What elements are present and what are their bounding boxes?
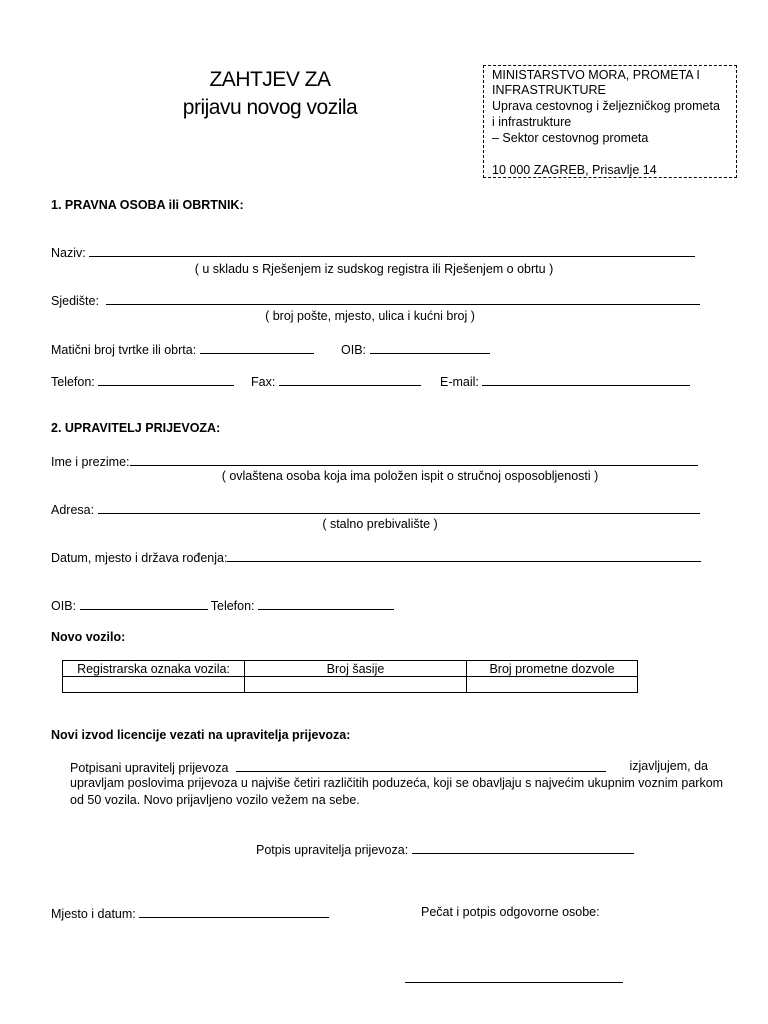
- license-heading: Novi izvod licencije vezati na upravitelja prijevoza:: [51, 728, 351, 742]
- ime-field[interactable]: [130, 453, 698, 466]
- adresa-field[interactable]: [98, 501, 700, 514]
- mjesto-datum-label: Mjesto i datum:: [51, 907, 136, 921]
- upravitelj-signature-row: [256, 841, 634, 857]
- maticni-row: [51, 341, 314, 357]
- maticni-field[interactable]: [200, 341, 314, 354]
- adresa-row: [51, 501, 700, 517]
- naziv-row: [51, 244, 695, 260]
- pecat-signature-field[interactable]: [405, 970, 623, 983]
- address-infrastruktura-line: i infrastrukture: [492, 115, 572, 129]
- upravitelj-name-field[interactable]: [236, 759, 606, 772]
- email-row: [440, 373, 690, 389]
- email-label: E-mail:: [440, 375, 479, 389]
- recipient-address-box: [483, 65, 737, 178]
- telefon-label-2: Telefon:: [210, 599, 255, 613]
- oib-field-2[interactable]: [80, 597, 208, 610]
- license-line3: od 50 vozila. Novo prijavljeno vozilo vežem na sebe.: [70, 793, 360, 807]
- telefon-field-1[interactable]: [98, 373, 234, 386]
- broj-prometne-dozvole-cell[interactable]: [467, 677, 638, 693]
- address-sektor-line: – Sektor cestovnog prometa: [492, 131, 649, 145]
- adresa-hint: ( stalno prebivalište ): [322, 517, 438, 531]
- sjediste-row: [51, 292, 700, 308]
- fax-field[interactable]: [279, 373, 421, 386]
- address-ministry-line2: INFRASTRUKTURE: [492, 83, 606, 97]
- datum-rodenja-field[interactable]: [227, 549, 701, 562]
- telefon-field-2[interactable]: [258, 597, 394, 610]
- mjesto-datum-row: [51, 905, 329, 921]
- address-city-line: 10 000 ZAGREB, Prisavlje 14: [492, 163, 657, 177]
- registarska-oznaka-cell[interactable]: [63, 677, 245, 693]
- oib-label-1: OIB:: [341, 343, 367, 357]
- datum-rodenja-row: [51, 549, 701, 565]
- sjediste-label: Sjedište:: [51, 294, 99, 308]
- license-line1-end: izjavljujem, da: [629, 759, 708, 773]
- ime-hint: ( ovlaštena osoba koja ima položen ispit o stručnoj osposobljenosti ): [221, 469, 599, 483]
- fax-row: [251, 373, 421, 389]
- oib-telefon-row-2: [51, 597, 394, 613]
- col-broj-prometne-dozvole: Broj prometne dozvole: [467, 661, 638, 677]
- telefon-row-1: [51, 373, 234, 389]
- license-line1-start: Potpisani upravitelj prijevoza: [70, 761, 229, 775]
- datum-rodenja-label: Datum, mjesto i država rođenja:: [51, 551, 228, 565]
- oib-label-2: OIB:: [51, 599, 77, 613]
- form-title-line2: prijavu novog vozila: [182, 96, 358, 119]
- fax-label: Fax:: [251, 375, 276, 389]
- oib-row-1: [341, 341, 490, 357]
- naziv-hint: ( u skladu s Rješenjem iz sudskog registra ili Rješenjem o obrtu ): [194, 262, 554, 276]
- col-broj-sasije: Broj šasije: [245, 661, 467, 677]
- vehicle-heading: Novo vozilo:: [51, 630, 126, 644]
- ime-row: [51, 453, 698, 469]
- upravitelj-signature-label: Potpis upravitelja prijevoza:: [256, 843, 409, 857]
- adresa-label: Adresa:: [51, 503, 95, 517]
- pecat-label: Pečat i potpis odgovorne osobe:: [421, 905, 600, 919]
- vehicle-table: [62, 660, 638, 693]
- vehicle-table-input-row: [63, 677, 638, 693]
- section1-heading: 1. PRAVNA OSOBA ili OBRTNIK:: [51, 198, 244, 212]
- sjediste-hint: ( broj pošte, mjesto, ulica i kućni broj ): [265, 309, 475, 323]
- broj-sasije-cell[interactable]: [245, 677, 467, 693]
- upravitelj-signature-field[interactable]: [412, 841, 634, 854]
- col-registarska-oznaka: Registrarska oznaka vozila:: [63, 661, 245, 677]
- oib-field-1[interactable]: [370, 341, 490, 354]
- mjesto-datum-field[interactable]: [139, 905, 329, 918]
- email-field[interactable]: [482, 373, 690, 386]
- ime-label: Ime i prezime:: [51, 455, 130, 469]
- vehicle-table-header-row: [63, 661, 638, 677]
- address-ministry-line1: MINISTARSTVO MORA, PROMETA I: [492, 68, 700, 82]
- license-line1: [70, 759, 708, 775]
- license-line2: upravljam poslovima prijevoza u najviše četiri različitih poduzeća, koji se obavljaju s najvećim ukupnim voznim parkom: [70, 776, 724, 790]
- section2-heading: 2. UPRAVITELJ PRIJEVOZA:: [51, 421, 221, 435]
- form-title-line1: ZAHTJEV ZA: [209, 68, 331, 91]
- naziv-field[interactable]: [89, 244, 695, 257]
- telefon-label-1: Telefon:: [51, 375, 95, 389]
- maticni-label: Matični broj tvrtke ili obrta:: [51, 343, 197, 357]
- address-uprava-line: Uprava cestovnog i željezničkog prometa: [492, 99, 720, 113]
- naziv-label: Naziv:: [51, 246, 86, 260]
- sjediste-field[interactable]: [106, 292, 700, 305]
